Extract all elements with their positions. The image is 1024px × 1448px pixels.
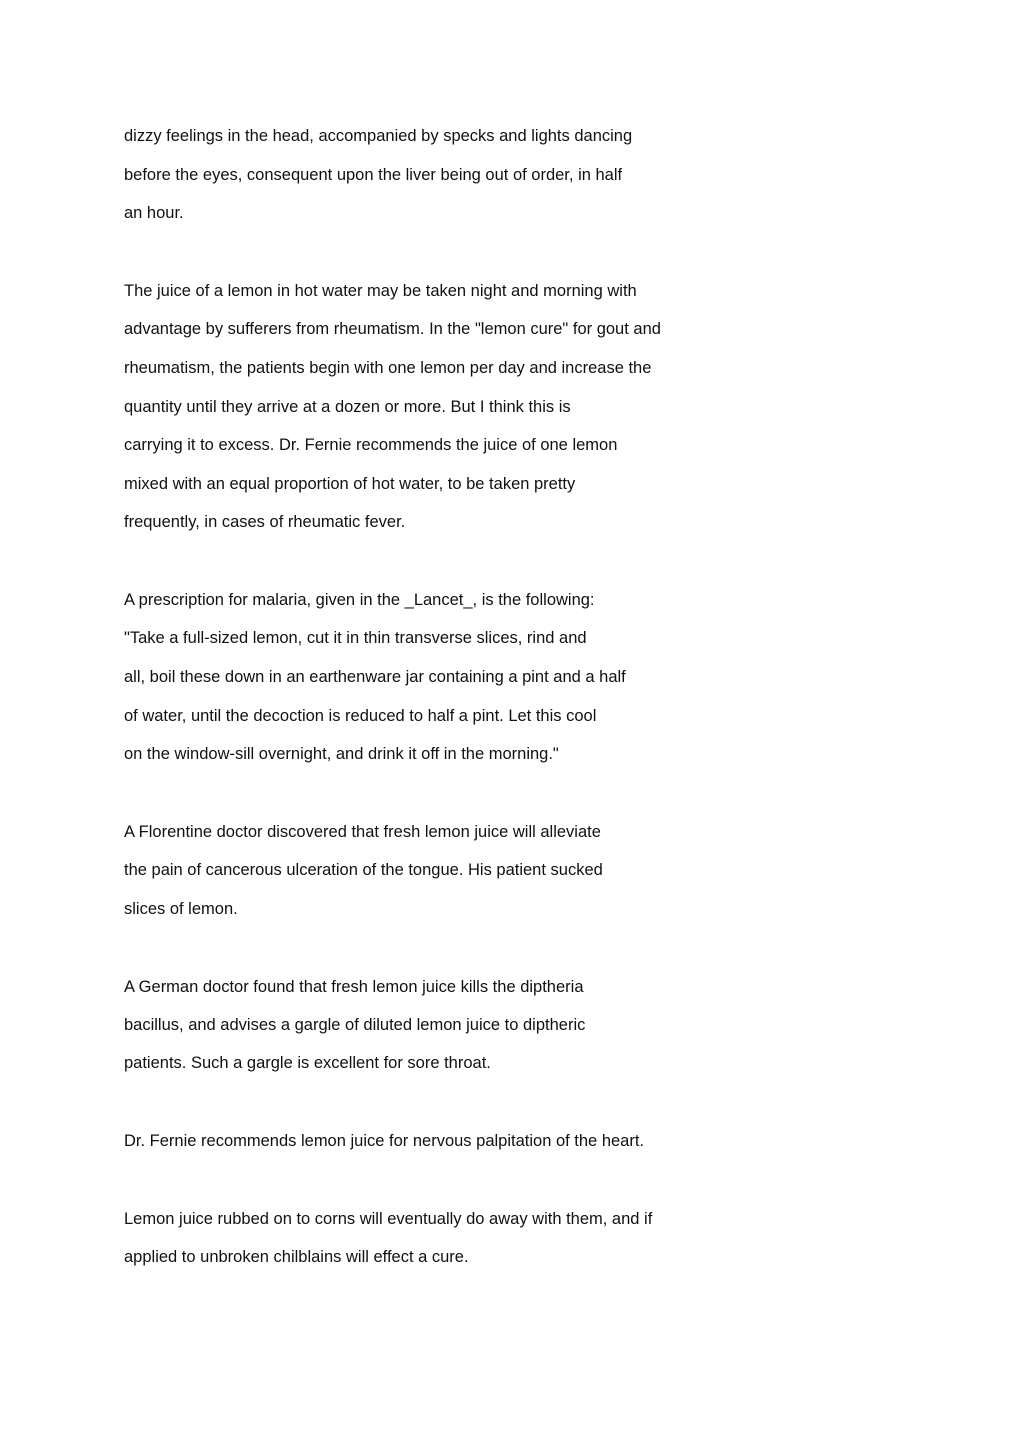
text-line: applied to unbroken chilblains will effect a cure.	[124, 1248, 469, 1266]
text-line: A prescription for malaria, given in the _Lancet_, is the following:	[124, 591, 595, 609]
text-line: The juice of a lemon in hot water may be taken night and morning with	[124, 282, 637, 300]
text-line: quantity until they arrive at a dozen or more. But I think this is	[124, 398, 571, 416]
text-line: "Take a full-sized lemon, cut it in thin transverse slices, rind and	[124, 629, 587, 647]
text-line: before the eyes, consequent upon the liver being out of order, in half	[124, 166, 623, 184]
text-line: Dr. Fernie recommends lemon juice for nervous palpitation of the heart.	[124, 1132, 645, 1150]
text-line: Lemon juice rubbed on to corns will eventually do away with them, and if	[124, 1210, 653, 1228]
text-line: all, boil these down in an earthenware jar containing a pint and a half	[124, 668, 626, 686]
text-line: an hour.	[124, 204, 184, 222]
text-line: carrying it to excess. Dr. Fernie recommends the juice of one lemon	[124, 436, 618, 454]
text-line: bacillus, and advises a gargle of diluted lemon juice to diptheric	[124, 1016, 586, 1034]
text-line: rheumatism, the patients begin with one lemon per day and increase the	[124, 359, 652, 377]
text-line: mixed with an equal proportion of hot water, to be taken pretty	[124, 475, 576, 493]
text-line: on the window-sill overnight, and drink it off in the morning."	[124, 745, 559, 763]
text-line: advantage by sufferers from rheumatism. In the "lemon cure" for gout and	[124, 320, 661, 338]
text-line: slices of lemon.	[124, 900, 238, 918]
text-line: dizzy feelings in the head, accompanied by specks and lights dancing	[124, 127, 633, 145]
text-line: the pain of cancerous ulceration of the tongue. His patient sucked	[124, 861, 603, 879]
text-line: A Florentine doctor discovered that fresh lemon juice will alleviate	[124, 823, 601, 841]
text-line: of water, until the decoction is reduced to half a pint. Let this cool	[124, 707, 597, 725]
text-line: patients. Such a gargle is excellent for sore throat.	[124, 1054, 491, 1072]
text-line: frequently, in cases of rheumatic fever.	[124, 513, 406, 531]
text-line: A German doctor found that fresh lemon juice kills the diptheria	[124, 978, 584, 996]
